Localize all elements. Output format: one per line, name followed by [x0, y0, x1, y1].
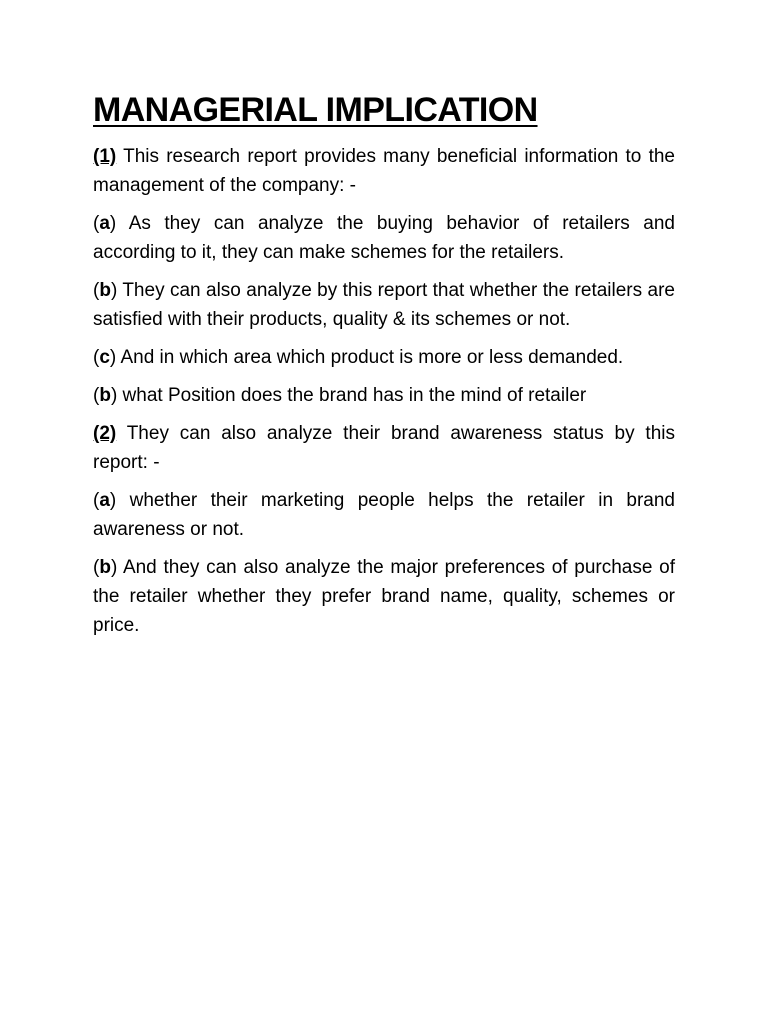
- document-page: [93, 88, 675, 649]
- marker-close: ): [110, 385, 118, 406]
- marker-close: ): [109, 490, 117, 511]
- marker-letter: b: [99, 385, 111, 406]
- marker-letter: b: [99, 280, 111, 301]
- list-marker: (1): [93, 146, 117, 167]
- paragraph-1: [93, 142, 675, 200]
- marker-letter: b: [99, 557, 111, 578]
- marker-close: ): [110, 557, 118, 578]
- marker-close: ): [109, 213, 117, 234]
- paragraph-text: what Position does the brand has in the mind of retailer: [117, 385, 587, 406]
- paragraph-text: They can also analyze by this report that whether the retailers are satisfied with their products, quality & its schemes or not.: [93, 280, 675, 330]
- paragraph-text: They can also analyze their brand awareness status by this report: -: [93, 423, 675, 473]
- marker-open: (: [93, 213, 100, 234]
- marker-letter: a: [99, 213, 110, 234]
- paragraph-text: And in which area which product is more or less demanded.: [116, 347, 624, 368]
- marker-open: (: [93, 557, 100, 578]
- paragraph-2: [93, 419, 675, 477]
- marker-open: (: [93, 490, 100, 511]
- paragraph-text: And they can also analyze the major preferences of purchase of the retailer whether they prefer brand name, quality, schemes or price.: [93, 557, 675, 636]
- paragraph-1c: [93, 343, 675, 372]
- marker-letter: a: [99, 490, 110, 511]
- marker-open: (: [93, 347, 100, 368]
- marker-open: (: [93, 280, 100, 301]
- paragraph-1b: [93, 276, 675, 334]
- marker-letter: c: [99, 347, 110, 368]
- paragraph-2a: [93, 486, 675, 544]
- paragraph-text: As they can analyze the buying behavior of retailers and according to it, they can make schemes for the retailers.: [93, 213, 675, 263]
- list-marker: (2): [93, 423, 117, 444]
- paragraph-text: whether their marketing people helps the retailer in brand awareness or not.: [93, 490, 675, 540]
- paragraph-1a: [93, 209, 675, 267]
- page-title: MANAGERIAL IMPLICATION: [93, 91, 538, 129]
- paragraph-1d: [93, 381, 675, 410]
- paragraph-2b: [93, 553, 675, 640]
- marker-open: (: [93, 385, 100, 406]
- marker-close: ): [109, 347, 117, 368]
- marker-close: ): [110, 280, 118, 301]
- paragraph-text: This research report provides many beneficial information to the management of the company: -: [93, 146, 675, 196]
